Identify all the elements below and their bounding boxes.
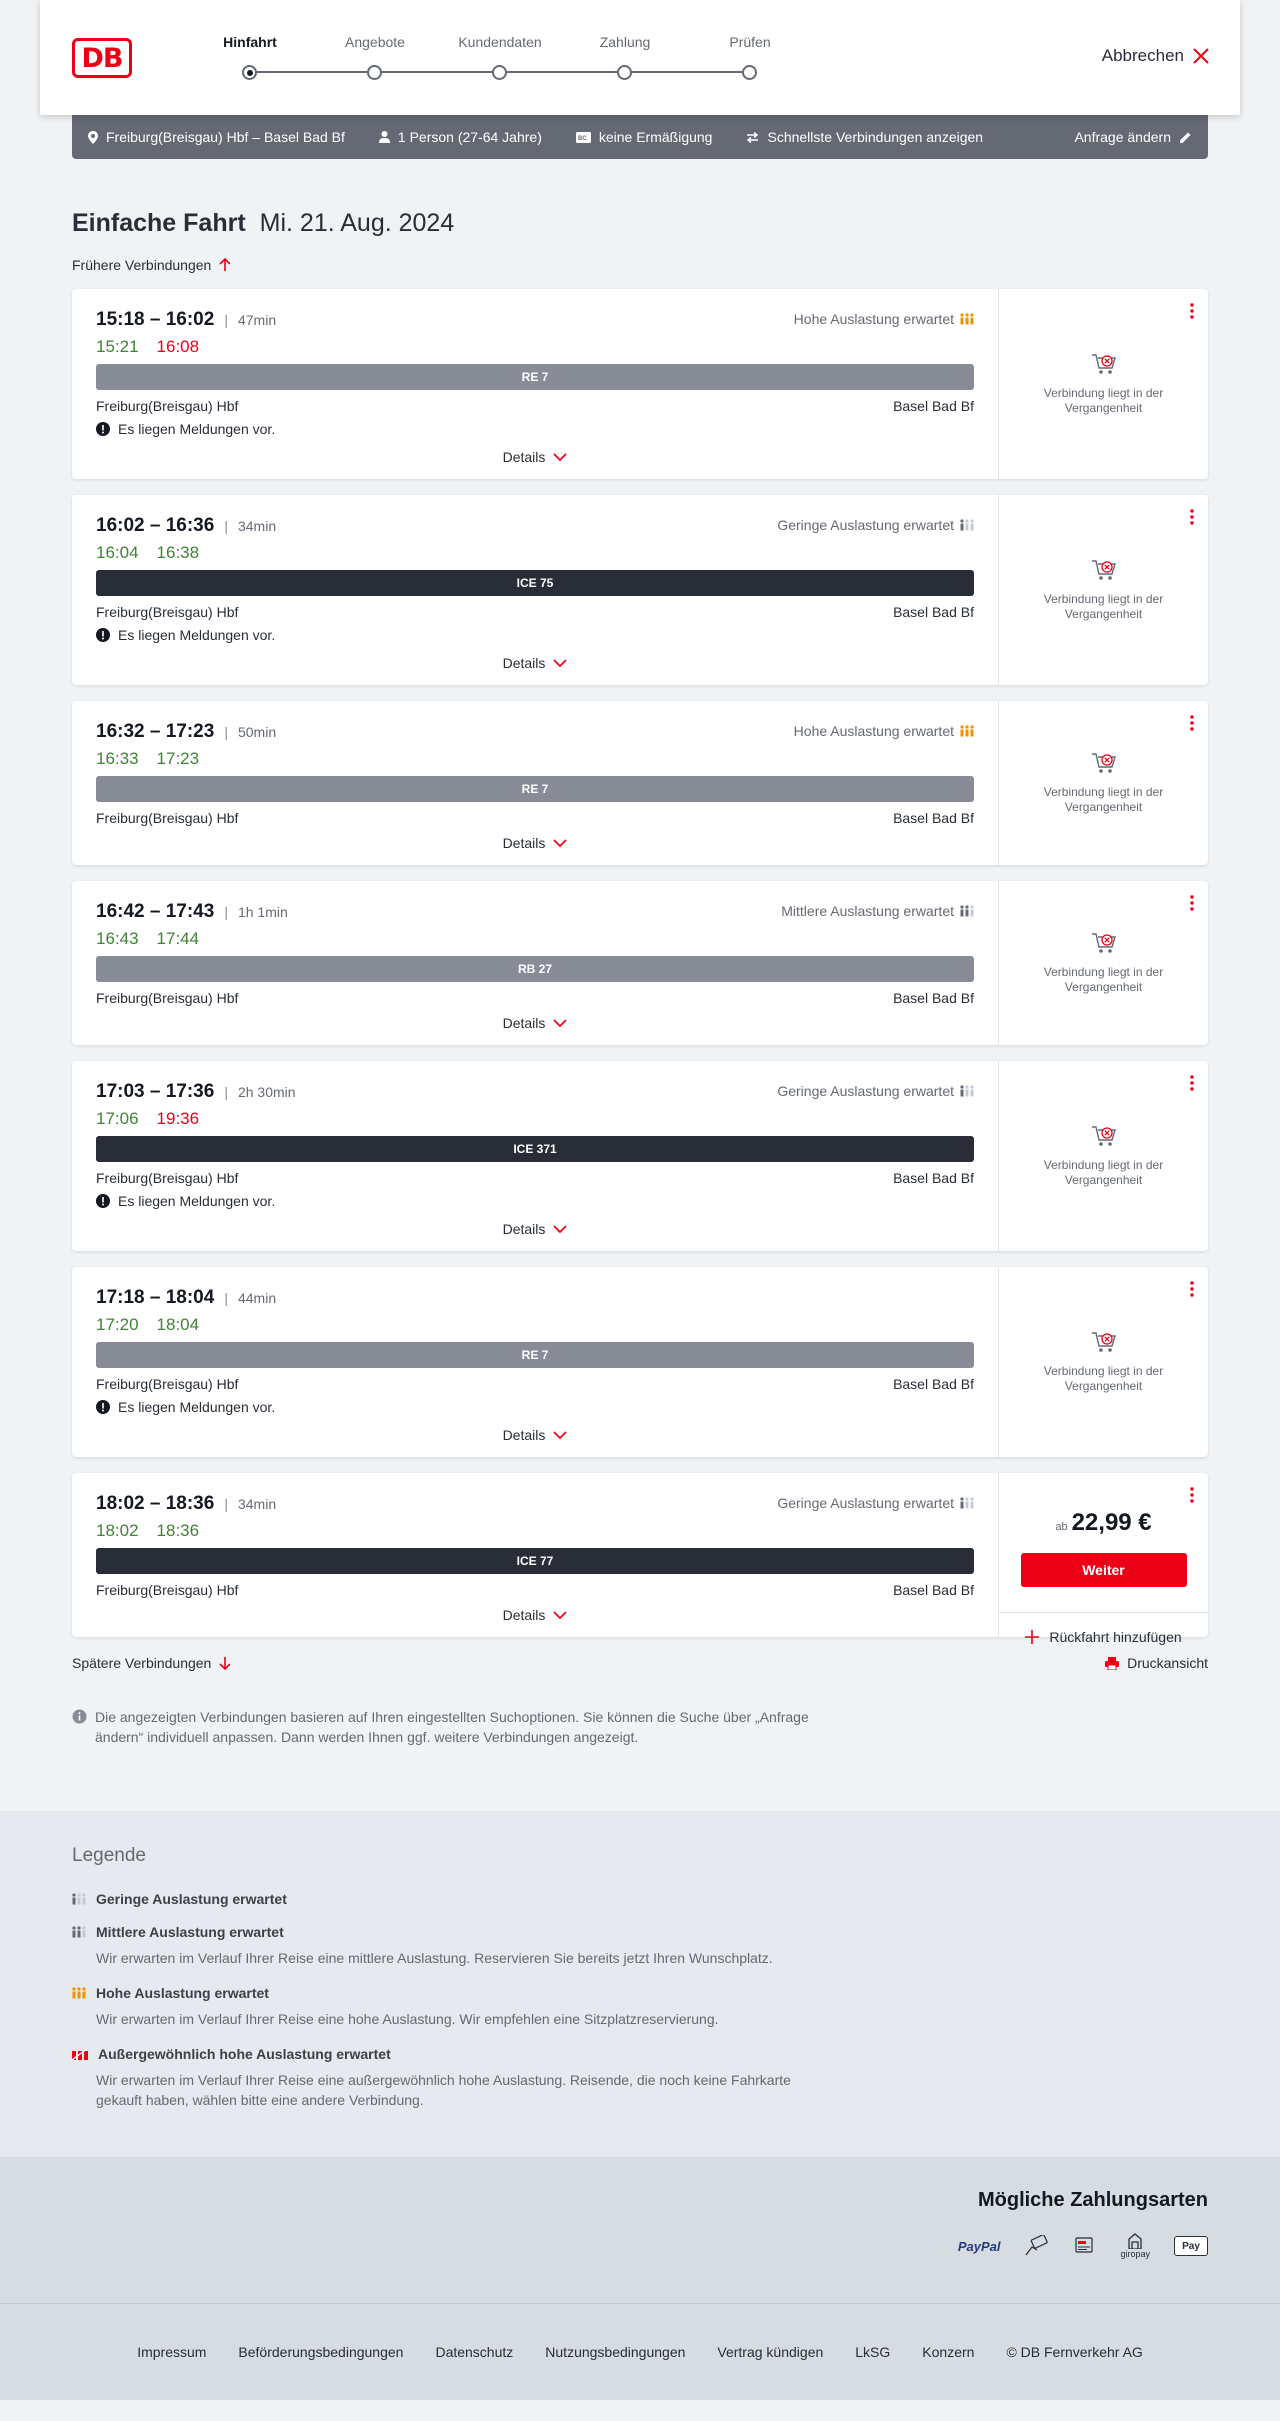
realtime-departure: 18:02	[96, 1521, 139, 1540]
past-connection-info	[999, 352, 1208, 416]
summary-route-text: Freiburg(Breisgau) Hbf – Basel Bad Bf	[106, 129, 345, 145]
notice-row[interactable]	[96, 627, 974, 643]
step-dot	[492, 65, 507, 80]
legend-item	[72, 2046, 1208, 2110]
legend-item-head	[72, 2046, 1208, 2062]
realtime-departure: 16:33	[96, 749, 139, 768]
legend-item-head	[72, 1985, 1208, 2001]
load-text: Geringe Auslastung erwartet	[777, 1495, 954, 1511]
train-bar[interactable]	[96, 1136, 974, 1162]
load-text: Mittlere Auslastung erwartet	[781, 903, 954, 919]
connection-details	[72, 1473, 998, 1637]
realtime-arrival: 19:36	[156, 1109, 200, 1128]
continue-button[interactable]: Weiter	[1021, 1553, 1187, 1587]
summary-passengers-text: 1 Person (27-64 Jahre)	[397, 129, 542, 145]
planned-times: 16:42 – 17:43	[96, 901, 215, 922]
offer-panel	[998, 495, 1208, 685]
planned-times: 17:03 – 17:36	[96, 1081, 215, 1102]
stations-row	[96, 810, 974, 826]
offer-panel	[998, 1267, 1208, 1457]
past-connection-text: Verbindung liegt in der Vergangenheit	[1043, 1364, 1164, 1393]
location-pin-icon	[88, 131, 98, 144]
details-toggle[interactable]	[72, 835, 998, 851]
footer-link[interactable]: Vertrag kündigen	[717, 2344, 824, 2360]
more-options-button[interactable]	[1190, 715, 1194, 736]
load-extreme-icon	[72, 2048, 88, 2060]
train-label: RE 7	[521, 370, 549, 384]
footer-link[interactable]: Konzern	[922, 2344, 975, 2360]
step-dot	[367, 65, 382, 80]
page-heading	[72, 209, 1208, 238]
details-toggle[interactable]	[72, 449, 998, 465]
train-bar[interactable]	[96, 364, 974, 390]
alert-icon	[96, 1194, 110, 1208]
realtime-arrival: 18:04	[156, 1315, 200, 1334]
chevron-down-icon	[553, 839, 567, 848]
connection-card[interactable]	[72, 495, 1208, 685]
giropay-label: giropay	[1120, 2249, 1150, 2259]
load-indicator	[777, 1495, 974, 1511]
arrow-up-icon	[219, 258, 231, 272]
train-bar[interactable]	[96, 570, 974, 596]
more-options-icon	[1190, 303, 1194, 319]
arrival-station: Basel Bad Bf	[893, 1582, 974, 1598]
apple-pay-label: Pay	[1182, 2240, 1200, 2252]
realtime-arrival: 16:38	[156, 543, 200, 562]
sepa-direct-debit-icon	[1072, 2235, 1096, 2257]
footer-link[interactable]: Beförderungsbedingungen	[238, 2344, 404, 2360]
arrival-station: Basel Bad Bf	[893, 1376, 974, 1392]
arrival-station: Basel Bad Bf	[893, 604, 974, 620]
step-label: Prüfen	[729, 34, 771, 50]
legend-title: Legende	[72, 1845, 146, 1866]
later-connections-link[interactable]	[72, 1655, 231, 1671]
legend-item-head	[72, 1924, 1208, 1940]
booking-header	[40, 0, 1240, 115]
connection-details	[72, 289, 998, 479]
connection-card[interactable]	[72, 1061, 1208, 1251]
credit-card-hand-icon	[1024, 2235, 1048, 2257]
load-low-icon	[72, 1893, 86, 1905]
notice-text: Es liegen Meldungen vor.	[118, 627, 276, 643]
offer-box	[999, 1473, 1208, 1613]
realtime-departure: 17:06	[96, 1109, 139, 1128]
footer-link[interactable]: © DB Fernverkehr AG	[1006, 2344, 1143, 2360]
connection-card[interactable]	[72, 1473, 1208, 1645]
swap-arrows-icon	[746, 132, 759, 143]
connection-times	[96, 1287, 974, 1309]
load-low-icon	[960, 1085, 974, 1097]
step-label: Kundendaten	[458, 34, 542, 50]
realtime-departure: 16:04	[96, 543, 139, 562]
details-toggle[interactable]	[72, 1607, 998, 1623]
past-connection-info	[999, 1124, 1208, 1188]
details-label: Details	[502, 449, 546, 465]
more-options-icon	[1190, 1281, 1194, 1297]
train-bar[interactable]	[96, 956, 974, 982]
train-label: ICE 75	[516, 576, 554, 590]
stations-row	[96, 1582, 974, 1598]
past-connection-info	[999, 751, 1208, 815]
alert-icon	[96, 628, 110, 642]
load-text: Hohe Auslastung erwartet	[793, 311, 954, 327]
legend-item-text: Wir erwarten im Verlauf Ihrer Reise eine hohe Auslastung. Wir empfehlen eine Sitzplatzreservierung.	[96, 2011, 719, 2027]
arrival-station: Basel Bad Bf	[893, 398, 974, 414]
alert-icon	[96, 1400, 110, 1414]
giropay-logo-icon	[1125, 2233, 1145, 2249]
person-icon	[379, 131, 390, 143]
connection-details	[72, 1061, 998, 1251]
legend-item-head	[72, 1891, 1208, 1907]
planned-times: 17:18 – 18:04	[96, 1287, 215, 1308]
offer-panel	[998, 1473, 1208, 1645]
arrival-station: Basel Bad Bf	[893, 1170, 974, 1186]
train-bar[interactable]	[96, 1342, 974, 1368]
realtime-times	[96, 1315, 974, 1335]
load-high-icon	[960, 725, 974, 737]
more-options-button[interactable]	[1190, 895, 1194, 916]
departure-station: Freiburg(Breisgau) Hbf	[96, 398, 239, 414]
realtime-times	[96, 543, 974, 563]
notice-text: Es liegen Meldungen vor.	[118, 1193, 276, 1209]
cart-unavailable-icon	[1091, 558, 1117, 582]
notice-text: Es liegen Meldungen vor.	[118, 1399, 276, 1415]
info-icon	[72, 1709, 87, 1724]
load-indicator	[777, 517, 974, 533]
summary-discount	[576, 129, 713, 145]
realtime-times	[96, 929, 974, 949]
notice-row[interactable]	[96, 1193, 974, 1209]
departure-station: Freiburg(Breisgau) Hbf	[96, 604, 239, 620]
step-label: Hinfahrt	[223, 34, 277, 50]
edit-request-label: Anfrage ändern	[1074, 129, 1171, 145]
stations-row	[96, 1170, 974, 1186]
load-medium-icon	[72, 1926, 86, 1938]
footer-link[interactable]: Impressum	[137, 2344, 207, 2360]
footer-link[interactable]: Nutzungsbedingungen	[545, 2344, 686, 2360]
more-options-icon	[1190, 1487, 1194, 1503]
add-return-label: Rückfahrt hinzufügen	[1049, 1629, 1182, 1645]
legend-item	[72, 1891, 1208, 1907]
departure-station: Freiburg(Breisgau) Hbf	[96, 990, 239, 1006]
cart-unavailable-icon	[1091, 1124, 1117, 1148]
past-connection-info	[999, 1330, 1208, 1394]
search-info-text: Die angezeigten Verbindungen basieren auf Ihren eingestellten Suchoptionen. Sie können die Suche über „Anfrage ändern“ individuell anpassen. Dann werden Ihnen ggf. weitere Verbindungen angezeigt.	[95, 1709, 809, 1745]
edit-request-button[interactable]	[1074, 129, 1192, 145]
add-return-button[interactable]	[999, 1613, 1208, 1661]
load-high-icon	[72, 1987, 86, 1999]
step-dot	[617, 65, 632, 80]
more-options-icon	[1190, 509, 1194, 525]
later-connections-label: Spätere Verbindungen	[72, 1655, 212, 1671]
more-options-button[interactable]	[1190, 1487, 1194, 1508]
summary-passengers	[379, 129, 542, 145]
load-low-icon	[960, 1497, 974, 1509]
load-medium-icon	[960, 905, 974, 917]
past-connection-text: Verbindung liegt in der Vergangenheit	[1043, 386, 1164, 415]
more-options-icon	[1190, 895, 1194, 911]
separator: |	[224, 1290, 228, 1306]
load-indicator	[794, 723, 974, 739]
more-options-button[interactable]	[1190, 1075, 1194, 1096]
realtime-departure: 16:43	[96, 929, 139, 948]
chevron-down-icon	[553, 1225, 567, 1234]
realtime-times	[96, 337, 974, 357]
more-options-icon	[1190, 715, 1194, 731]
past-connection-text: Verbindung liegt in der Vergangenheit	[1043, 785, 1164, 814]
train-bar[interactable]	[96, 776, 974, 802]
summary-discount-text: keine Ermäßigung	[598, 129, 713, 145]
step-dot	[742, 65, 757, 80]
close-icon	[1192, 47, 1210, 65]
load-text: Hohe Auslastung erwartet	[793, 723, 954, 739]
arrival-station: Basel Bad Bf	[893, 990, 974, 1006]
payment-icons	[958, 2233, 1208, 2259]
progress-stepper	[210, 34, 771, 84]
cart-unavailable-icon	[1091, 931, 1117, 955]
connection-details	[72, 495, 998, 685]
details-label: Details	[502, 1015, 546, 1031]
realtime-times	[96, 1109, 974, 1129]
cancel-button[interactable]	[1102, 46, 1210, 66]
search-info-note	[72, 1707, 852, 1747]
departure-station: Freiburg(Breisgau) Hbf	[96, 810, 239, 826]
offer-panel	[998, 289, 1208, 479]
db-logo[interactable]	[72, 38, 132, 78]
details-toggle[interactable]	[72, 1221, 998, 1237]
footer-link[interactable]: LkSG	[855, 2344, 891, 2360]
separator: |	[224, 1496, 228, 1512]
summary-fastest-text: Schnellste Verbindungen anzeigen	[767, 129, 984, 145]
travel-date: Mi. 21. Aug. 2024	[259, 209, 455, 237]
notice-text: Es liegen Meldungen vor.	[118, 421, 276, 437]
legend-item-text: Wir erwarten im Verlauf Ihrer Reise eine mittlere Auslastung. Reservieren Sie bereits jetzt Ihren Wunschplatz.	[96, 1950, 773, 1966]
connection-card[interactable]	[72, 289, 1208, 479]
load-indicator	[777, 1083, 974, 1099]
separator: |	[224, 1084, 228, 1100]
connection-list	[72, 289, 1208, 1645]
connection-card[interactable]	[72, 881, 1208, 1045]
stations-row	[96, 1376, 974, 1392]
separator: |	[224, 904, 228, 920]
train-label: RB 27	[517, 962, 552, 976]
price-prefix: ab	[1055, 1521, 1068, 1533]
legend-item-title: Hohe Auslastung erwartet	[96, 1985, 269, 2001]
chevron-down-icon	[553, 1611, 567, 1620]
train-label: RE 7	[521, 1348, 549, 1362]
train-label: ICE 77	[516, 1554, 554, 1568]
separator: |	[224, 312, 228, 328]
offer-panel	[998, 1061, 1208, 1251]
planned-times: 15:18 – 16:02	[96, 309, 215, 330]
stations-row	[96, 604, 974, 620]
offer-panel	[998, 881, 1208, 1045]
legend-item-title: Mittlere Auslastung erwartet	[96, 1924, 284, 1940]
realtime-times	[96, 749, 974, 769]
train-label: ICE 371	[513, 1142, 557, 1156]
earlier-connections-link[interactable]	[72, 257, 1208, 273]
more-options-button[interactable]	[1190, 509, 1194, 530]
pencil-icon	[1179, 131, 1192, 144]
notice-row[interactable]	[96, 1399, 974, 1415]
legend-section	[0, 1811, 1280, 2157]
connection-card[interactable]	[72, 701, 1208, 865]
payment-methods-title: Mögliche Zahlungsarten	[977, 2189, 1208, 2211]
step-label: Angebote	[345, 34, 405, 50]
search-summary-bar	[72, 115, 1208, 159]
price-value: 22,99 €	[1071, 1509, 1152, 1536]
legend-item-title: Geringe Auslastung erwartet	[96, 1891, 287, 1907]
step-dot-current	[242, 65, 257, 80]
stations-row	[96, 398, 974, 414]
alert-icon	[96, 422, 110, 436]
arrow-down-icon	[219, 1656, 231, 1670]
summary-fastest	[746, 129, 983, 145]
planned-times: 16:02 – 16:36	[96, 515, 215, 536]
connection-details	[72, 1267, 998, 1457]
realtime-times	[96, 1521, 974, 1541]
load-text: Geringe Auslastung erwartet	[777, 517, 954, 533]
more-options-button[interactable]	[1190, 1281, 1194, 1302]
page-title: Einfache Fahrt	[72, 209, 246, 237]
chevron-down-icon	[553, 659, 567, 668]
details-toggle[interactable]	[72, 1015, 998, 1031]
realtime-arrival: 18:36	[156, 1521, 200, 1540]
connection-details	[72, 881, 998, 1045]
stations-row	[96, 990, 974, 1006]
step-kundendaten[interactable]	[450, 34, 550, 52]
details-label: Details	[502, 1607, 546, 1623]
main-content	[72, 209, 1208, 1747]
plus-icon	[1025, 1630, 1039, 1644]
price	[999, 1509, 1208, 1537]
realtime-departure: 17:20	[96, 1315, 139, 1334]
departure-station: Freiburg(Breisgau) Hbf	[96, 1170, 239, 1186]
planned-times: 18:02 – 18:36	[96, 1493, 215, 1514]
realtime-arrival: 16:08	[156, 337, 200, 356]
duration: 34min	[237, 1496, 277, 1512]
cancel-label: Abbrechen	[1101, 46, 1184, 65]
chevron-down-icon	[553, 1019, 567, 1028]
site-footer	[0, 2303, 1280, 2400]
payment-methods-section	[0, 2157, 1280, 2303]
past-connection-text: Verbindung liegt in der Vergangenheit	[1043, 965, 1164, 994]
details-toggle[interactable]	[72, 1427, 998, 1443]
load-indicator	[781, 903, 974, 919]
load-indicator	[794, 311, 974, 327]
chevron-down-icon	[553, 453, 567, 462]
apple-pay-icon	[1174, 2236, 1208, 2256]
chevron-down-icon	[553, 1431, 567, 1440]
details-toggle[interactable]	[72, 655, 998, 671]
load-text: Geringe Auslastung erwartet	[777, 1083, 954, 1099]
realtime-arrival: 17:23	[156, 749, 200, 768]
step-pruefen[interactable]	[700, 34, 800, 52]
svg-text:BC: BC	[577, 135, 587, 142]
duration: 2h 30min	[237, 1084, 296, 1100]
legend-content	[72, 1845, 1208, 2110]
separator: |	[224, 724, 228, 740]
connection-card[interactable]	[72, 1267, 1208, 1457]
train-bar[interactable]	[96, 1548, 974, 1574]
departure-station: Freiburg(Breisgau) Hbf	[96, 1376, 239, 1392]
legend-item-text: Wir erwarten im Verlauf Ihrer Reise eine außergewöhnlich hohe Auslastung. Reisende, die noch keine Fahrkarte gekauft haben, wählen bitte eine andere Verbindung.	[96, 2072, 791, 2108]
offer-panel	[998, 701, 1208, 865]
duration: 34min	[237, 518, 277, 534]
train-label: RE 7	[521, 782, 549, 796]
footer-link[interactable]: Datenschutz	[435, 2344, 514, 2360]
planned-times: 16:32 – 17:23	[96, 721, 215, 742]
earlier-connections-label: Frühere Verbindungen	[72, 257, 212, 273]
realtime-arrival: 17:44	[156, 929, 200, 948]
step-hinfahrt[interactable]	[200, 34, 300, 52]
details-label: Details	[502, 1427, 546, 1443]
details-label: Details	[502, 655, 546, 671]
bahncard-icon	[576, 132, 591, 143]
past-connection-info	[999, 558, 1208, 622]
realtime-departure: 15:21	[96, 337, 139, 356]
past-connection-text: Verbindung liegt in der Vergangenheit	[1043, 592, 1164, 621]
departure-station: Freiburg(Breisgau) Hbf	[96, 1582, 239, 1598]
cart-unavailable-icon	[1091, 352, 1117, 376]
summary-route	[88, 129, 345, 145]
load-low-icon	[960, 519, 974, 531]
legend-item	[72, 1985, 1208, 2029]
details-label: Details	[502, 835, 546, 851]
details-label: Details	[502, 1221, 546, 1237]
duration: 1h 1min	[237, 904, 288, 920]
paypal-icon: PayPal	[957, 2238, 1001, 2254]
step-label: Zahlung	[599, 34, 651, 50]
duration: 50min	[237, 724, 277, 740]
step-angebote[interactable]	[325, 34, 425, 52]
connection-details	[72, 701, 998, 865]
cart-unavailable-icon	[1091, 751, 1117, 775]
load-high-icon	[960, 313, 974, 325]
print-view-label: Druckansicht	[1127, 1655, 1208, 1671]
legend-item	[72, 1924, 1208, 1968]
cart-unavailable-icon	[1091, 1330, 1117, 1354]
step-zahlung[interactable]	[575, 34, 675, 52]
legend-item-title: Außergewöhnlich hohe Auslastung erwartet	[98, 2046, 391, 2062]
separator: |	[224, 518, 228, 534]
past-connection-info	[999, 931, 1208, 995]
db-logo-text: DB	[81, 42, 123, 74]
duration: 47min	[237, 312, 277, 328]
duration: 44min	[237, 1290, 277, 1306]
more-options-icon	[1190, 1075, 1194, 1091]
notice-row[interactable]	[96, 421, 974, 437]
more-options-button[interactable]	[1190, 303, 1194, 324]
giropay-icon	[1120, 2233, 1150, 2259]
past-connection-text: Verbindung liegt in der Vergangenheit	[1043, 1158, 1164, 1187]
arrival-station: Basel Bad Bf	[893, 810, 974, 826]
